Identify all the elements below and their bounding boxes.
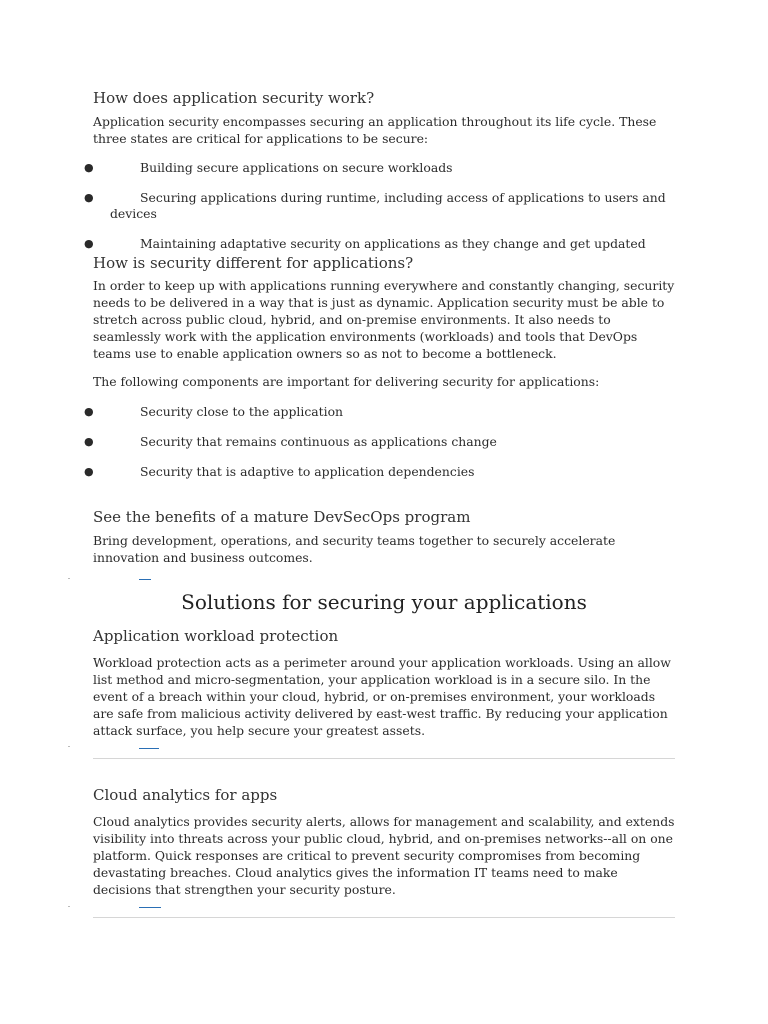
link-underline[interactable] [139,748,159,749]
heading-how-app-security-works: How does application security work? [93,89,375,107]
artifact-mark [68,578,70,579]
bullet-icon: ● [84,405,94,418]
intro-paragraph: Application security encompasses securing an application throughout its life cycle. These three states are critical for applications to be secure: [93,114,657,146]
list-item-text: Security that is adaptive to application dependencies [140,464,475,479]
paragraph-components: The following components are important for delivering security for applications: [93,374,600,389]
section-divider [93,758,675,759]
artifact-mark [68,906,70,907]
heading-security-different: How is security different for applications? [93,254,414,272]
list-item [84,160,674,176]
list-item-text-continuation: devices [110,206,157,221]
artifact-mark [68,746,70,747]
list-item-text: Security close to the application [140,404,344,419]
heading-devsecops-benefits: See the benefits of a mature DevSecOps program [93,508,471,526]
paragraph-cloud-analytics: Cloud analytics provides security alerts, allows for management and scalability, and extends visibility into threats across your public cloud, hybrid, and on-premises networks--all on one platform. Quick responses are critical to prevent security compromises from becoming devastating breaches. Cloud analytics gives the information IT teams need to make decisions that strengthen your security posture. [93,814,675,897]
list-item [84,434,674,450]
bullet-icon: ● [84,191,94,204]
heading-workload-protection: Application workload protection [93,627,339,645]
link-underline[interactable] [139,907,161,908]
bullet-icon: ● [84,161,94,174]
section-divider [93,917,675,918]
list-item [84,190,674,222]
paragraph-devsecops: Bring development, operations, and security teams together to securely accelerate innovation and business outcomes. [93,533,616,565]
list-item-text: Building secure applications on secure workloads [140,160,453,175]
list-item-text: Maintaining adaptative security on applications as they change and get updated [140,236,646,251]
list-item [84,464,674,480]
bullet-icon: ● [84,435,94,448]
list-item [84,236,674,252]
solutions-title: Solutions for securing your applications [181,590,587,614]
paragraph-workload-protection: Workload protection acts as a perimeter around your application workloads. Using an allow list method and micro-segmentation, your application workload is in a secure silo. In the event of a breach within your cloud, hybrid, or on-premises environment, your workloads are safe from malicious activity delivered by east-west traffic. By reducing your application attack surface, you help secure your greatest assets. [93,655,671,738]
bullet-icon: ● [84,465,94,478]
link-underline[interactable] [139,579,151,580]
list-item [84,404,674,420]
paragraph-dynamic-security: In order to keep up with applications running everywhere and constantly changing, security needs to be delivered in a way that is just as dynamic. Application security must be able to stretch across public cloud, hybrid, and on-premise environments. It also needs to seamlessly work with the application environments (workloads) and tools that DevOps teams use to enable application owners so as not to become a bottleneck. [93,278,675,361]
list-item-text: Securing applications during runtime, including access of applications to users and [140,190,666,205]
list-item-text: Security that remains continuous as applications change [140,434,497,449]
heading-cloud-analytics: Cloud analytics for apps [93,786,278,804]
bullet-icon: ● [84,237,94,250]
